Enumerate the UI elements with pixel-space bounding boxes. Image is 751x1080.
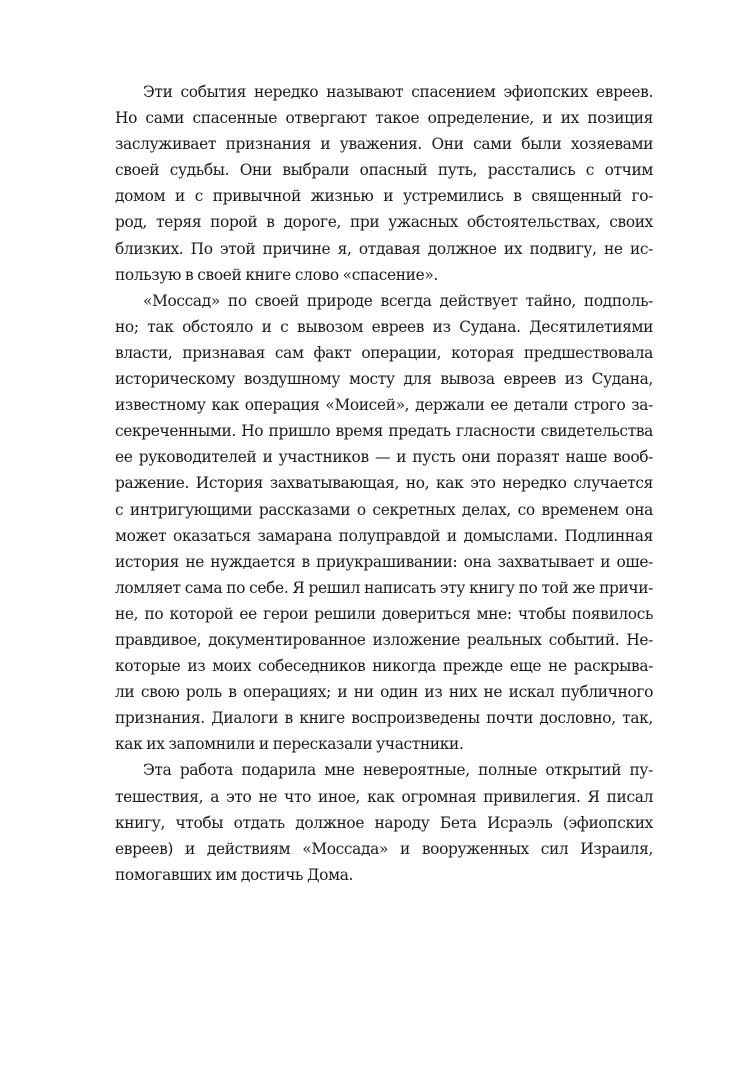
text-line: пользую в своей книге слово «спасение».	[115, 265, 438, 284]
paragraph-3	[115, 757, 653, 887]
text-line: род, теряя порой в дороге, при ужасных обстоятельствах, своих	[115, 213, 653, 232]
text-line: с интригующими рассказами о секретных делах, со временем она	[115, 500, 653, 519]
text-line: книгу, чтобы отдать должное народу Бета Исраэль (эфиопских	[115, 813, 653, 832]
text-line: которые из моих собеседников никогда прежде еще не раскрыва-	[115, 657, 653, 676]
text-line: своей судьбы. Они выбрали опасный путь, расстались с отчим	[115, 161, 653, 180]
text-line: Эта работа подарила мне невероятные, полные открытий пу-	[143, 761, 653, 780]
text-line: может оказаться замарана полуправдой и домыслами. Подлинная	[115, 526, 653, 545]
body-text	[115, 79, 653, 888]
text-line: как их запомнили и пересказали участники.	[115, 735, 464, 754]
text-line: но; так обстояло и с вывозом евреев из Судана. Десятилетиями	[115, 317, 653, 336]
text-line: власти, признавая сам факт операции, которая предшествовала	[115, 343, 653, 362]
text-line: Но сами спасенные отвергают такое определение, и их позиция	[115, 109, 653, 128]
paragraph-1	[115, 79, 653, 288]
text-line: ее руководителей и участников — и пусть они поразят наше вооб-	[115, 448, 653, 467]
paragraph-2	[115, 288, 653, 758]
text-line: домом и с привычной жизнью и устремились в священный го-	[115, 187, 653, 206]
text-line: Эти события нередко называют спасением эфиопских евреев.	[143, 83, 653, 101]
text-line: ражение. История захватывающая, но, как это нередко случается	[115, 474, 653, 493]
text-line: известному как операция «Моисей», держали ее детали строго за-	[115, 396, 653, 415]
text-line: правдивое, документированное изложение реальных событий. Не-	[115, 630, 653, 649]
text-line: историческому воздушному мосту для вывоза евреев из Судана,	[115, 370, 653, 389]
text-line: тешествия, а это не что иное, как огромная привилегия. Я писал	[115, 787, 653, 806]
text-line: помогавших им достичь Дома.	[115, 865, 354, 884]
text-line: признания. Диалоги в книге воспроизведены почти дословно, так,	[115, 709, 653, 728]
text-line: история не нуждается в приукрашивании: она захватывает и оше-	[115, 552, 653, 571]
text-line: «Моссад» по своей природе всегда действует тайно, подполь-	[143, 291, 653, 310]
text-line: ли свою роль в операциях; и ни один из них не искал публичного	[115, 683, 653, 702]
text-line: секреченными. Но пришло время предать гласности свидетельства	[115, 422, 653, 441]
text-line: евреев) и действиям «Моссада» и вооруженных сил Израиля,	[115, 839, 653, 858]
text-line: не, по которой ее герои решили довериться мне: чтобы появилось	[115, 604, 653, 623]
text-line: заслуживает признания и уважения. Они сами были хозяевами	[115, 135, 653, 154]
text-line: близких. По этой причине я, отдавая должное их подвигу, не ис-	[115, 239, 653, 258]
text-line: ломляет сама по себе. Я решил написать эту книгу по той же причи-	[115, 578, 653, 597]
